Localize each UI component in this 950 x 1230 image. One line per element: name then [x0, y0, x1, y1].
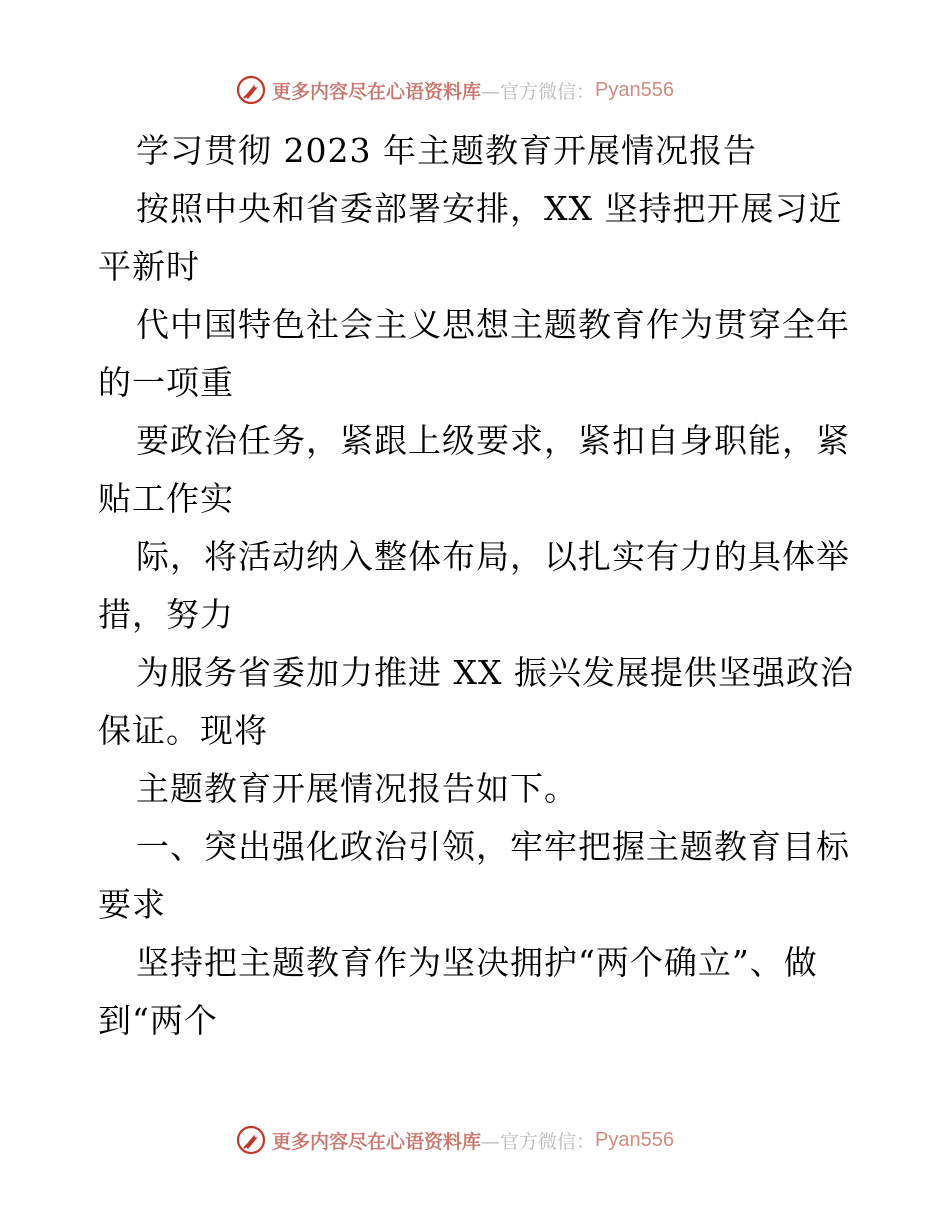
watermark-wechat-id: Pyan556: [595, 78, 674, 101]
text-line: 际，将活动纳入整体布局，以扎实有力的具体举: [136, 537, 850, 576]
watermark-contact-label: —官方微信：: [481, 80, 596, 103]
section-heading: 一、突出强化政治引领，牢牢把握主题教育目标: [136, 827, 850, 866]
watermark-contact-label: —官方微信：: [481, 1130, 596, 1153]
header-watermark: [236, 73, 674, 107]
text-line: 的一项重: [98, 363, 234, 402]
document-body: [98, 122, 858, 1050]
text-line: 贴工作实: [98, 479, 234, 518]
watermark-brand: 更多内容尽在心语资料库: [272, 1130, 482, 1153]
text-line: 保证。现将: [98, 711, 268, 750]
watermark-wechat-id: Pyan556: [595, 1128, 674, 1151]
document-title: 学习贯彻 2023 年主题教育开展情况报告: [136, 131, 757, 170]
text-line: 平新时: [98, 247, 200, 286]
footer-watermark: [236, 1123, 674, 1157]
text-line: 主题教育开展情况报告如下。: [136, 769, 578, 808]
text-line: 要政治任务，紧跟上级要求，紧扣自身职能，紧: [136, 421, 850, 460]
pen-nib-logo-icon: [236, 1125, 266, 1155]
pen-nib-logo-icon: [236, 75, 266, 105]
text-line: 代中国特色社会主义思想主题教育作为贯穿全年: [136, 305, 850, 344]
text-line: 为服务省委加力推进 XX 振兴发展提供坚强政治: [136, 653, 854, 692]
text-line: 坚持把主题教育作为坚决拥护“两个确立”、做: [136, 943, 818, 982]
section-heading-continued: 要求: [98, 885, 166, 924]
text-line: 措，努力: [98, 595, 234, 634]
text-line: 到“两个: [98, 1001, 218, 1040]
watermark-brand: 更多内容尽在心语资料库: [272, 80, 482, 103]
text-line: 按照中央和省委部署安排，XX 坚持把开展习近: [136, 189, 843, 228]
